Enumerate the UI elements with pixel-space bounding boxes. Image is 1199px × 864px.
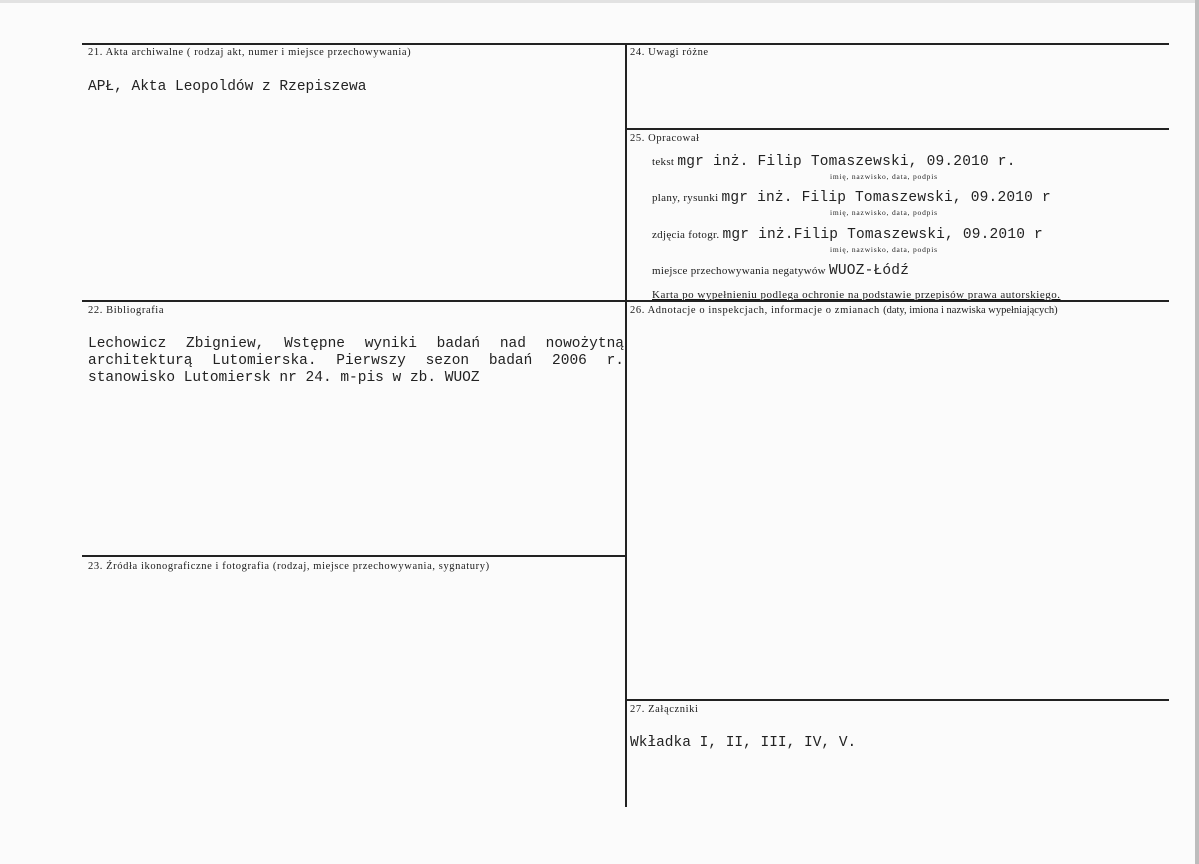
section-22-label: 22. Bibliografia: [88, 305, 165, 316]
negatives-value: WUOZ-Łódź: [829, 263, 910, 279]
author-row-plans-value: mgr inż. Filip Tomaszewski, 09.2010 r: [721, 190, 1051, 206]
section-25-label: 25. Opracował: [630, 133, 700, 144]
author-row-photos: [652, 227, 1043, 243]
section-22-value: Lechowicz Zbigniew, Wstępne wyniki badań nad nowożytną architekturą Lutomierska. Pierwszy sezon badań 2006 r. stanowisko Lutomiersk nr 24. m-pis w zb. WUOZ: [88, 336, 624, 386]
section-26-label-suffix: (daty, imiona i nazwiska wypełniających): [883, 305, 1058, 316]
section-21-value: APŁ, Akta Leopoldów z Rzepiszewa: [88, 79, 367, 95]
author-row-plans: [652, 190, 1051, 206]
divider-vertical-center: [625, 43, 627, 807]
author-row-plans-label: plany, rysunki: [652, 192, 719, 204]
author-row-text-sub: imię, nazwisko, data, podpis: [830, 172, 938, 181]
author-row-photos-value: mgr inż.Filip Tomaszewski, 09.2010 r: [722, 227, 1043, 243]
scan-edge-top: [0, 0, 1199, 3]
section-27-label: 27. Załączniki: [630, 704, 699, 715]
author-row-text: [652, 154, 1016, 170]
divider-26-27: [625, 699, 1169, 701]
section-21-label: 21. Akta archiwalne ( rodzaj akt, numer i miejsce przechowywania): [88, 47, 412, 58]
section-24-label: 24. Uwagi różne: [630, 47, 709, 58]
author-row-photos-sub: imię, nazwisko, data, podpis: [830, 245, 938, 254]
divider-22-23: [82, 555, 627, 557]
negatives-row: [652, 263, 909, 279]
author-row-text-value: mgr inż. Filip Tomaszewski, 09.2010 r.: [677, 154, 1016, 170]
section-23-label: 23. Źródła ikonograficzne i fotografia (rodzaj, miejsce przechowywania, sygnatury): [88, 561, 490, 572]
divider-24-25: [625, 128, 1169, 130]
author-row-photos-label: zdjęcia fotogr.: [652, 229, 720, 241]
scan-edge-right: [1195, 0, 1199, 864]
section-27-value: Wkładka I, II, III, IV, V.: [630, 735, 857, 751]
section-26-label: [630, 305, 1058, 316]
copyright-notice: Karta po wypełnieniu podlega ochronie na podstawie przepisów prawa autorskiego.: [652, 289, 1061, 301]
negatives-label: miejsce przechowywania negatywów: [652, 265, 826, 277]
section-26-label-text: 26. Adnotacje o inspekcjach, informacje o zmianach: [630, 305, 880, 316]
author-row-text-label: tekst: [652, 156, 675, 168]
author-row-plans-sub: imię, nazwisko, data, podpis: [830, 208, 938, 217]
